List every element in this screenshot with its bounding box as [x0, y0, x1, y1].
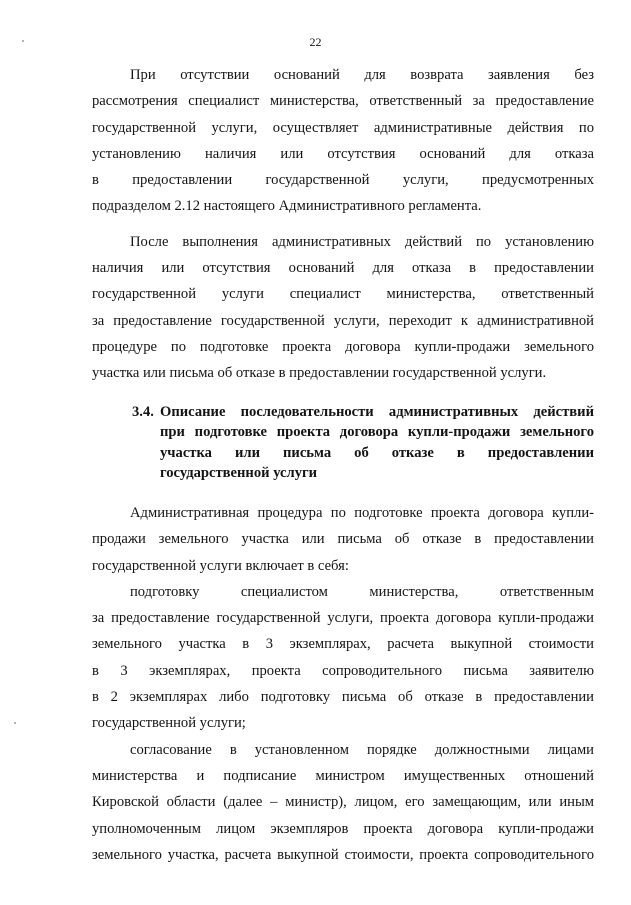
paragraph-line: При отсутствии оснований для возврата заявления без	[130, 67, 594, 83]
paragraph-line: подготовку специалистом министерства, ответственным	[130, 583, 594, 600]
scan-speck	[14, 722, 16, 724]
paragraph-5	[92, 737, 594, 868]
section-title-line: при подготовке проекта договора купли-продажи земельного	[160, 424, 594, 441]
section-number: 3.4.	[132, 403, 154, 420]
page-number: 22	[309, 35, 322, 49]
paragraph-line: в 2 экземплярах либо подготовку письма об отказе в предоставлении	[92, 689, 594, 706]
paragraph-line: продажи земельного участка или письма об отказе в предоставлении	[92, 531, 594, 548]
paragraph-line: земельного участка, расчета выкупной стоимости, проекта сопроводительного	[92, 846, 594, 863]
paragraph-line: Административная процедура по подготовке проекта договора купли-	[130, 504, 594, 521]
paragraph-line: за предоставление государственной услуги, проекта договора купли-продажи	[92, 610, 594, 627]
paragraph-line: процедуре по подготовке проекта договора купли-продажи земельного	[92, 338, 594, 355]
paragraph-line: за предоставление государственной услуги, переходит к административной	[92, 312, 594, 329]
paragraph-2	[92, 229, 594, 387]
paragraph-line: установлению наличия или отсутствия оснований для отказа	[92, 145, 594, 162]
paragraph-line: участка или письма об отказе в предоставлении государственной услуги.	[92, 365, 547, 382]
paragraph-4	[92, 579, 594, 737]
section-title-line: государственной услуги	[160, 465, 318, 482]
section-heading	[92, 402, 594, 484]
paragraph-line: государственной услуги включает в себя:	[92, 557, 349, 574]
section-title-line: Описание последовательности административных действий	[160, 403, 594, 420]
paragraph-line: уполномоченным лицом экземпляров проекта договора купли-продажи	[92, 820, 594, 837]
paragraph-line: подразделом 2.12 настоящего Административного регламента.	[92, 198, 482, 215]
paragraph-line: наличия или отсутствия оснований для отказа в предоставлении	[92, 260, 594, 277]
paragraph-1	[92, 62, 594, 220]
scan-speck	[22, 40, 24, 42]
paragraph-3	[92, 500, 594, 579]
paragraph-line: государственной услуги специалист министерства, ответственный	[92, 286, 594, 303]
paragraph-line: Кировской области (далее – министр), лицом, его замещающим, или иным	[92, 794, 594, 811]
paragraph-line: согласование в установленном порядке должностными лицами	[130, 741, 594, 758]
document-body	[92, 62, 594, 868]
paragraph-line: государственной услуги, осуществляет административные действия по	[92, 119, 594, 136]
paragraph-line: рассмотрения специалист министерства, ответственный за предоставление	[92, 93, 594, 110]
paragraph-line: в 3 экземплярах, проекта сопроводительного письма заявителю	[92, 662, 594, 679]
section-title-line: участка или письма об отказе в предоставлении	[160, 444, 594, 461]
paragraph-line: министерства и подписание министром имущественных отношений	[92, 767, 594, 784]
paragraph-line: в предоставлении государственной услуги, предусмотренных	[92, 172, 594, 189]
paragraph-line: земельного участка в 3 экземплярах, расчета выкупной стоимости	[92, 636, 594, 653]
paragraph-line: государственной услуги;	[92, 715, 246, 732]
paragraph-line: После выполнения административных действий по установлению	[130, 233, 594, 250]
